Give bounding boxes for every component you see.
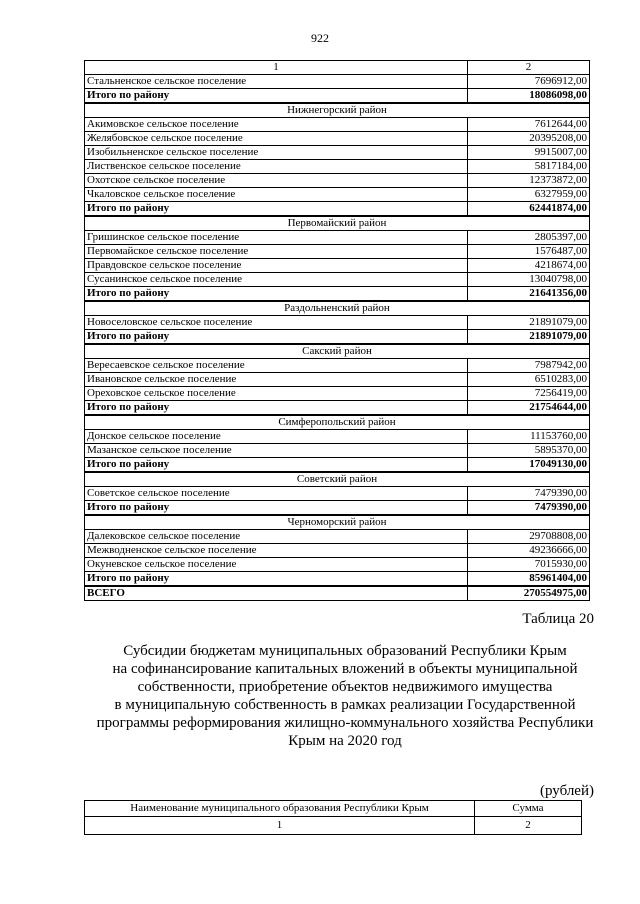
settlement-name: Новоселовское сельское поселение [85, 316, 468, 330]
district-name: Советский район [85, 472, 590, 487]
district-name: Первомайский район [85, 216, 590, 231]
settlement-amount: 12373872,00 [468, 174, 590, 188]
district-total-row [85, 89, 590, 104]
column-number-1: 1 [85, 61, 468, 75]
grand-total-label: ВСЕГО [85, 586, 468, 601]
district-total-amount: 21754644,00 [468, 401, 590, 416]
settlement-name: Далековское сельское поселение [85, 530, 468, 544]
header-row [85, 801, 582, 817]
district-name: Черноморский район [85, 515, 590, 530]
settlement-name: Чкаловское сельское поселение [85, 188, 468, 202]
district-total-amount: 7479390,00 [468, 501, 590, 516]
settlement-name: Стальненское сельское поселение [85, 75, 468, 89]
settlement-name: Межводненское сельское поселение [85, 544, 468, 558]
settlement-amount: 49236666,00 [468, 544, 590, 558]
title-line: программы реформирования жилищно-коммунального хозяйства Республики [96, 715, 594, 731]
column-number-row [85, 61, 590, 75]
settlement-row [85, 558, 590, 572]
settlement-name: Ивановское сельское поселение [85, 373, 468, 387]
title-line: Крым на 2020 год [288, 733, 402, 749]
settlement-row [85, 273, 590, 287]
district-total-label: Итого по району [85, 458, 468, 473]
district-name: Раздольненский район [85, 301, 590, 316]
district-total-label: Итого по району [85, 572, 468, 587]
settlement-row [85, 146, 590, 160]
settlement-amount: 7015930,00 [468, 558, 590, 572]
settlement-name: Сусанинское сельское поселение [85, 273, 468, 287]
settlement-row [85, 530, 590, 544]
district-total-amount: 17049130,00 [468, 458, 590, 473]
title-line: собственности, приобретение объектов недвижимого имущества [137, 679, 553, 695]
column-number-2: 2 [475, 817, 582, 835]
district-total-amount: 62441874,00 [468, 202, 590, 217]
settlement-amount: 6510283,00 [468, 373, 590, 387]
settlement-amount: 29708808,00 [468, 530, 590, 544]
settlement-row [85, 75, 590, 89]
district-header-row [85, 515, 590, 530]
settlement-amount: 2805397,00 [468, 231, 590, 245]
settlement-amount: 7612644,00 [468, 118, 590, 132]
district-total-label: Итого по району [85, 401, 468, 416]
settlement-name: Лиственское сельское поселение [85, 160, 468, 174]
subsidies-table-continued [84, 60, 590, 601]
settlement-row [85, 359, 590, 373]
settlement-row [85, 387, 590, 401]
settlement-name: Акимовское сельское поселение [85, 118, 468, 132]
title-line: в муниципальную собственность в рамках реализации Государственной [114, 697, 576, 713]
settlement-amount: 9915007,00 [468, 146, 590, 160]
column-number-1: 1 [85, 817, 475, 835]
settlement-row [85, 174, 590, 188]
district-total-label: Итого по району [85, 89, 468, 104]
settlement-amount: 13040798,00 [468, 273, 590, 287]
page-number: 922 [311, 31, 329, 45]
district-name: Нижнегорский район [85, 103, 590, 118]
amount-header: Сумма [475, 801, 582, 817]
settlement-amount: 4218674,00 [468, 259, 590, 273]
settlement-name: Мазанское сельское поселение [85, 444, 468, 458]
settlement-amount: 6327959,00 [468, 188, 590, 202]
district-total-row [85, 330, 590, 345]
settlement-name: Ореховское сельское поселение [85, 387, 468, 401]
settlement-amount: 20395208,00 [468, 132, 590, 146]
district-header-row [85, 103, 590, 118]
settlement-amount: 21891079,00 [468, 316, 590, 330]
settlement-name: Охотское сельское поселение [85, 174, 468, 188]
district-name: Симферопольский район [85, 415, 590, 430]
title-line: на софинансирование капитальных вложений в объекты муниципальной [112, 661, 578, 677]
district-total-row [85, 572, 590, 587]
settlement-row [85, 487, 590, 501]
settlement-amount: 7987942,00 [468, 359, 590, 373]
table-label: Таблица 20 [522, 611, 594, 627]
district-total-amount: 18086098,00 [468, 89, 590, 104]
settlement-row [85, 160, 590, 174]
district-total-label: Итого по району [85, 287, 468, 302]
settlement-amount: 7479390,00 [468, 487, 590, 501]
settlement-name: Гришинское сельское поселение [85, 231, 468, 245]
settlement-row [85, 245, 590, 259]
district-header-row [85, 301, 590, 316]
settlement-amount: 5895370,00 [468, 444, 590, 458]
settlement-row [85, 259, 590, 273]
settlement-row [85, 544, 590, 558]
settlement-row [85, 444, 590, 458]
settlement-name: Правдовское сельское поселение [85, 259, 468, 273]
table-title [90, 642, 600, 750]
settlement-row [85, 231, 590, 245]
settlement-amount: 11153760,00 [468, 430, 590, 444]
settlement-name: Желябовское сельское поселение [85, 132, 468, 146]
district-header-row [85, 216, 590, 231]
district-total-amount: 85961404,00 [468, 572, 590, 587]
district-header-row [85, 472, 590, 487]
district-total-label: Итого по району [85, 202, 468, 217]
district-header-row [85, 344, 590, 359]
settlement-name: Изобильненское сельское поселение [85, 146, 468, 160]
settlement-name: Первомайское сельское поселение [85, 245, 468, 259]
settlement-name: Вересаевское сельское поселение [85, 359, 468, 373]
district-total-label: Итого по району [85, 501, 468, 516]
settlement-amount: 7696912,00 [468, 75, 590, 89]
settlement-row [85, 132, 590, 146]
subsidies-table-20 [84, 800, 582, 835]
settlement-amount: 1576487,00 [468, 245, 590, 259]
municipality-name-header: Наименование муниципального образования Республики Крым [85, 801, 475, 817]
settlement-row [85, 188, 590, 202]
settlement-row [85, 430, 590, 444]
district-total-row [85, 458, 590, 473]
district-total-label: Итого по району [85, 330, 468, 345]
district-total-amount: 21641356,00 [468, 287, 590, 302]
grand-total-amount: 270554975,00 [468, 586, 590, 601]
district-total-row [85, 501, 590, 516]
column-number-2: 2 [468, 61, 590, 75]
settlement-name: Советское сельское поселение [85, 487, 468, 501]
settlement-row [85, 316, 590, 330]
district-total-row [85, 287, 590, 302]
settlement-amount: 7256419,00 [468, 387, 590, 401]
district-total-row [85, 202, 590, 217]
district-total-row [85, 401, 590, 416]
settlement-row [85, 373, 590, 387]
settlement-name: Окуневское сельское поселение [85, 558, 468, 572]
district-name: Сакский район [85, 344, 590, 359]
column-number-row [85, 817, 582, 835]
district-total-amount: 21891079,00 [468, 330, 590, 345]
title-line: Субсидии бюджетам муниципальных образований Республики Крым [123, 643, 567, 659]
units-label: (рублей) [539, 783, 594, 799]
settlement-amount: 5817184,00 [468, 160, 590, 174]
district-header-row [85, 415, 590, 430]
grand-total-row [85, 586, 590, 601]
settlement-name: Донское сельское поселение [85, 430, 468, 444]
settlement-row [85, 118, 590, 132]
